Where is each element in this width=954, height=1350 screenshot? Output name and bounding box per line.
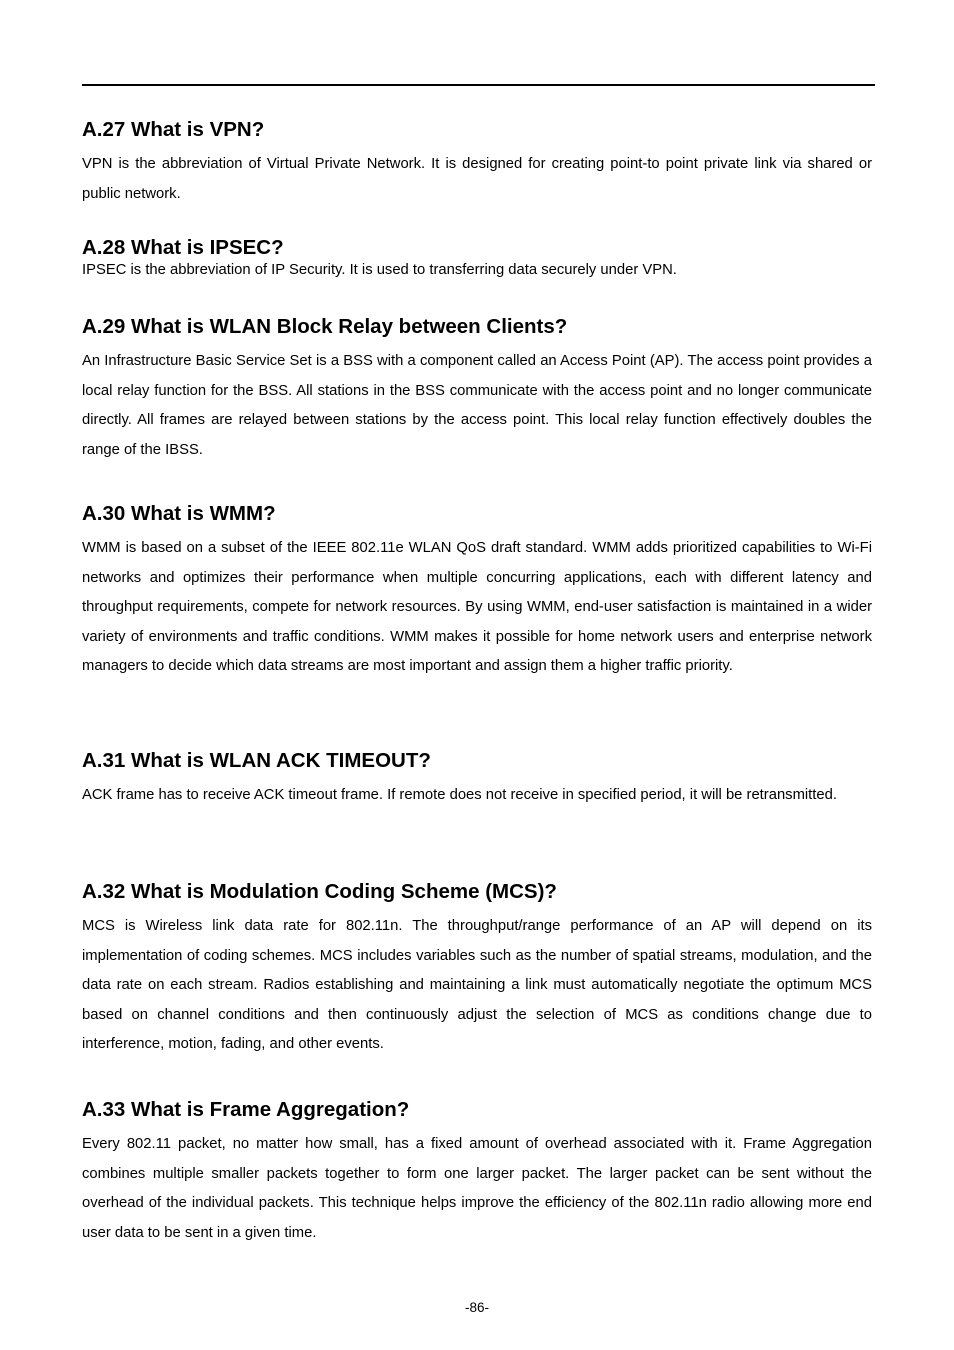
header-rule: [82, 84, 875, 86]
section-heading: A.31 What is WLAN ACK TIMEOUT?: [82, 749, 431, 772]
section-a31: [82, 749, 872, 811]
section-heading: A.32 What is Modulation Coding Scheme (MCS)?: [82, 880, 557, 903]
section-body: VPN is the abbreviation of Virtual Private Network. It is designed for creating point-to point private link via shared or public network.: [82, 156, 872, 202]
section-body: MCS is Wireless link data rate for 802.11n. The throughput/range performance of an AP will depend on its implementation of coding schemes. MCS includes variables such as the number of spatial streams, modulation, and the data rate on each stream. Radios establishing and maintaining a link must automatically negotiate the optimum MCS based on channel conditions and then continuously adjust the selection of MCS as conditions change due to interference, motion, fading, and other events.: [82, 918, 872, 1052]
section-heading: A.27 What is VPN?: [82, 118, 265, 141]
section-body: ACK frame has to receive ACK timeout frame. If remote does not receive in specified period, it will be retransmitted.: [82, 787, 837, 803]
page-number: -86-: [464, 1300, 489, 1315]
section-heading: A.28 What is IPSEC?: [82, 236, 284, 259]
section-body: WMM is based on a subset of the IEEE 802.11e WLAN QoS draft standard. WMM adds prioritized capabilities to Wi-Fi networks and optimizes their performance when multiple concurring applications, each with different latency and throughput requirements, compete for network resources. By using WMM, end-user satisfaction is maintained in a wider variety of environments and traffic conditions. WMM makes it possible for home network users and enterprise network managers to decide which data streams are most important and assign them a higher traffic priority.: [82, 540, 872, 674]
section-a29: [82, 315, 872, 465]
section-body: An Infrastructure Basic Service Set is a BSS with a component called an Access Point (AP). The access point provides a local relay function for the BSS. All stations in the BSS communicate with the access point and no longer communicate directly. All frames are relayed between stations by the access point. This local relay function effectively doubles the range of the IBSS.: [82, 353, 872, 458]
section-a32: [82, 880, 872, 1060]
section-a33: [82, 1098, 872, 1248]
section-a28: [82, 236, 872, 280]
section-a27: [82, 118, 872, 209]
section-heading: A.33 What is Frame Aggregation?: [82, 1098, 410, 1121]
section-heading: A.29 What is WLAN Block Relay between Clients?: [82, 315, 568, 338]
section-body: IPSEC is the abbreviation of IP Security. It is used to transferring data securely under VPN.: [82, 262, 677, 278]
section-a30: [82, 502, 872, 682]
section-body: Every 802.11 packet, no matter how small, has a fixed amount of overhead associated with it. Frame Aggregation combines multiple smaller packets together to form one larger packet. The larger packet can be sent without the overhead of the individual packets. This technique helps improve the efficiency of the 802.11n radio allowing more end user data to be sent in a given time.: [82, 1136, 872, 1241]
section-heading: A.30 What is WMM?: [82, 502, 276, 525]
